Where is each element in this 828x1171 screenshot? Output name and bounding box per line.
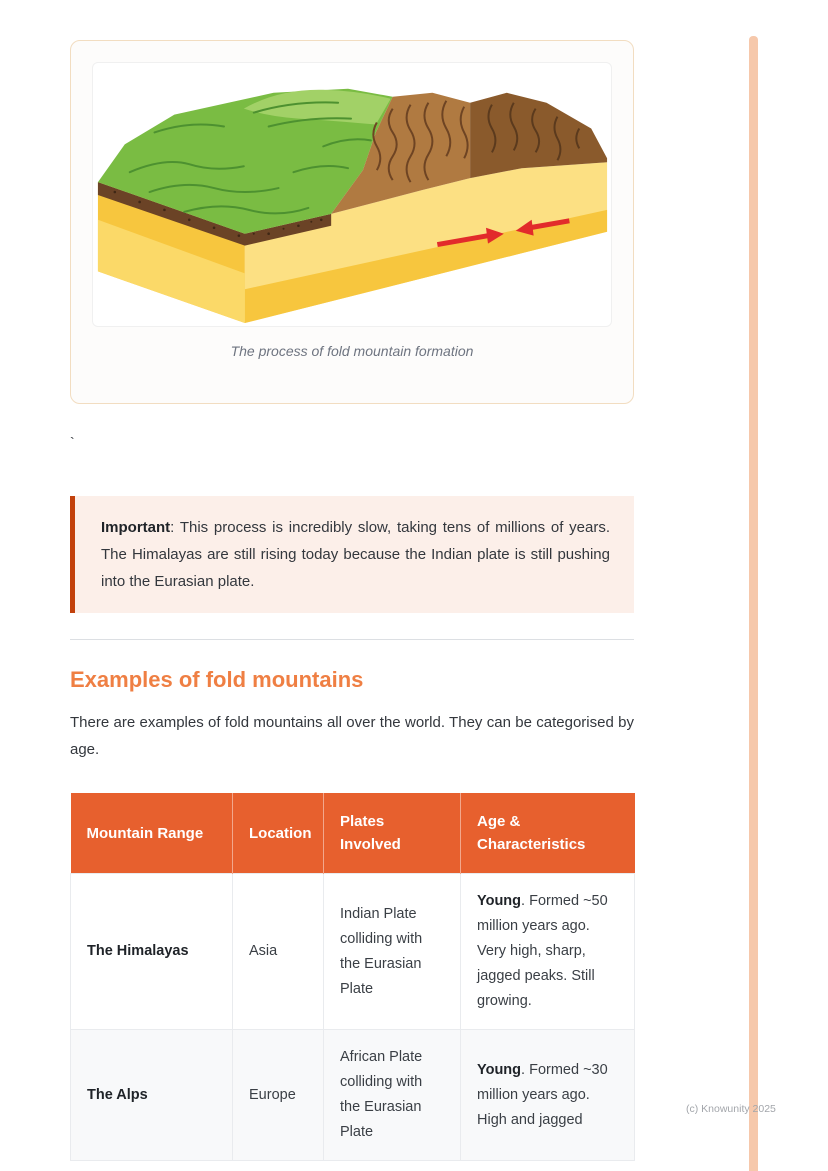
cell-plates: African Plate colliding with the Eurasian Plate <box>324 1030 461 1161</box>
section-intro: There are examples of fold mountains all over the world. They can be categorised by age. <box>70 714 634 758</box>
callout-text: : This process is incredibly slow, taking tens of millions of years. The Himalayas are still rising today because the Indian plate is still pushing into the Eurasian plate. <box>101 519 610 590</box>
fold-mountains-table <box>70 793 635 1161</box>
table-row-himalayas <box>71 874 635 1030</box>
cell-location: Europe <box>233 1030 324 1161</box>
header-mountain-range: Mountain Range <box>71 793 233 874</box>
content-column <box>70 0 634 1161</box>
watermark: (c) Knowunity 2025 <box>686 1103 776 1115</box>
cell-range: The Alps <box>71 1030 233 1161</box>
cell-age-rest: . Formed ~30 million years ago. High and jagged <box>477 1061 608 1128</box>
important-callout <box>70 496 634 613</box>
side-stripe-decoration <box>749 36 758 1171</box>
cell-age-lead: Young <box>477 1061 522 1078</box>
figure-card <box>70 40 634 404</box>
cell-age-rest: . Formed ~50 million years ago. Very high, sharp, jagged peaks. Still growing. <box>477 893 608 1009</box>
stray-backtick-text: ` <box>70 434 75 450</box>
table-row-alps <box>71 1030 635 1161</box>
cell-age-lead: Young <box>477 893 522 909</box>
header-age-characteristics: Age & Characteristics <box>461 793 635 874</box>
fold-mountain-illustration <box>93 63 612 326</box>
section-divider <box>70 639 634 640</box>
table-header-row <box>71 793 635 874</box>
callout-label: Important <box>101 519 171 536</box>
cell-age <box>461 874 635 1030</box>
cell-age <box>461 1030 635 1161</box>
cell-range: The Himalayas <box>71 874 233 1030</box>
figure-image <box>92 62 612 327</box>
cell-plates: Indian Plate colliding with the Eurasian Plate <box>324 874 461 1030</box>
section-heading: Examples of fold mountains <box>70 667 364 692</box>
header-location: Location <box>233 793 324 874</box>
cell-location: Asia <box>233 874 324 1030</box>
figure-caption: The process of fold mountain formation <box>230 343 474 359</box>
header-plates-involved: Plates Involved <box>324 793 461 874</box>
